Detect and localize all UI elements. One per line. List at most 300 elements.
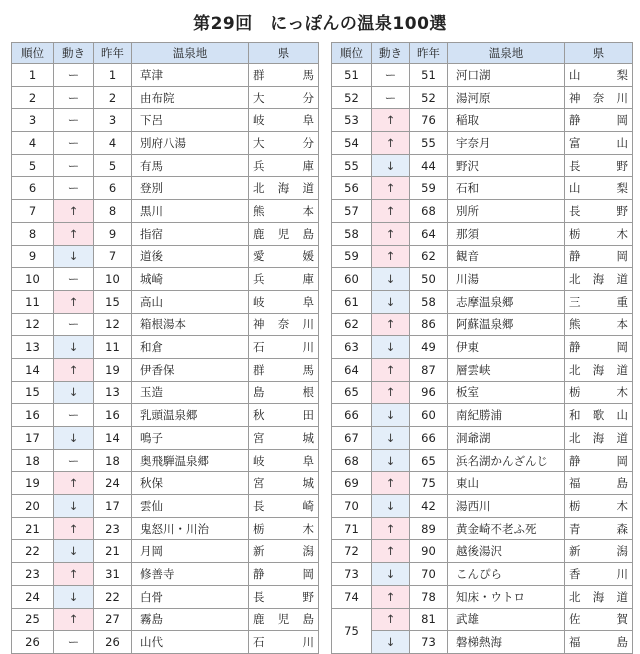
movement-cell: ↑ bbox=[372, 540, 410, 563]
table-row bbox=[332, 608, 633, 631]
last-year-rank-cell: 21 bbox=[94, 540, 132, 563]
prefecture-label: 山梨 bbox=[569, 67, 628, 82]
prefecture-label: 北海道 bbox=[569, 589, 628, 604]
table-row bbox=[332, 222, 633, 245]
prefecture-label: 新潟 bbox=[569, 544, 628, 559]
prefecture-cell bbox=[249, 540, 319, 563]
movement-cell: ↓ bbox=[372, 404, 410, 427]
onsen-name-cell: 修善寺 bbox=[132, 563, 249, 586]
prefecture-label: 鹿児島 bbox=[253, 226, 314, 241]
onsen-name-cell: 玉造 bbox=[132, 381, 249, 404]
rank-cell: 19 bbox=[12, 472, 54, 495]
rank-cell: 62 bbox=[332, 313, 372, 336]
prefecture-label: 兵庫 bbox=[253, 272, 314, 287]
onsen-name-cell: 志摩温泉郷 bbox=[448, 290, 565, 313]
movement-cell: ー bbox=[372, 64, 410, 87]
rank-cell: 68 bbox=[332, 449, 372, 472]
prefecture-label: 栃木 bbox=[569, 226, 628, 241]
table-row bbox=[12, 245, 319, 268]
movement-cell: ↑ bbox=[372, 381, 410, 404]
last-year-rank-cell: 96 bbox=[410, 381, 448, 404]
movement-cell: ↓ bbox=[372, 495, 410, 518]
last-year-rank-cell: 1 bbox=[94, 64, 132, 87]
prefecture-label: 青森 bbox=[569, 521, 628, 536]
prefecture-label: 北海道 bbox=[253, 181, 314, 196]
movement-cell: ↑ bbox=[372, 517, 410, 540]
last-year-rank-cell: 49 bbox=[410, 336, 448, 359]
prefecture-cell bbox=[565, 517, 633, 540]
onsen-name-cell: 鳴子 bbox=[132, 427, 249, 450]
movement-cell: ↓ bbox=[372, 449, 410, 472]
onsen-name-cell: 東山 bbox=[448, 472, 565, 495]
onsen-name-cell: 黄金崎不老ふ死 bbox=[448, 517, 565, 540]
onsen-name-cell: 武雄 bbox=[448, 608, 565, 631]
last-year-rank-cell: 75 bbox=[410, 472, 448, 495]
rank-cell: 21 bbox=[12, 517, 54, 540]
table-row bbox=[12, 540, 319, 563]
movement-cell: ー bbox=[54, 631, 94, 654]
prefecture-cell bbox=[249, 336, 319, 359]
prefecture-label: 長野 bbox=[253, 589, 314, 604]
prefecture-cell bbox=[249, 495, 319, 518]
movement-cell: ↓ bbox=[372, 336, 410, 359]
prefecture-cell bbox=[249, 585, 319, 608]
movement-cell: ー bbox=[54, 154, 94, 177]
table-row bbox=[12, 109, 319, 132]
last-year-rank-cell: 59 bbox=[410, 177, 448, 200]
prefecture-cell bbox=[565, 268, 633, 291]
onsen-name-cell: 磐梯熱海 bbox=[448, 631, 565, 654]
last-year-rank-cell: 65 bbox=[410, 449, 448, 472]
movement-cell: ↓ bbox=[54, 245, 94, 268]
prefecture-label: 大分 bbox=[253, 90, 314, 105]
onsen-name-cell: 洞爺湖 bbox=[448, 427, 565, 450]
rank-cell: 74 bbox=[332, 585, 372, 608]
onsen-name-cell: 鬼怒川・川治 bbox=[132, 517, 249, 540]
movement-cell: ↑ bbox=[372, 585, 410, 608]
prefecture-label: 香川 bbox=[569, 566, 628, 581]
onsen-name-cell: 河口湖 bbox=[448, 64, 565, 87]
table-row bbox=[12, 427, 319, 450]
rank-cell: 57 bbox=[332, 200, 372, 223]
rank-cell: 55 bbox=[332, 154, 372, 177]
movement-cell: ↑ bbox=[372, 313, 410, 336]
prefecture-cell bbox=[249, 268, 319, 291]
prefecture-cell bbox=[565, 109, 633, 132]
rank-cell: 61 bbox=[332, 290, 372, 313]
onsen-name-cell: 別所 bbox=[448, 200, 565, 223]
rank-cell: 18 bbox=[12, 449, 54, 472]
prefecture-label: 静岡 bbox=[253, 566, 314, 581]
prefecture-label: 群馬 bbox=[253, 67, 314, 82]
last-year-rank-cell: 12 bbox=[94, 313, 132, 336]
movement-cell: ↑ bbox=[372, 358, 410, 381]
prefecture-label: 栃木 bbox=[569, 385, 628, 400]
last-year-rank-cell: 52 bbox=[410, 86, 448, 109]
last-year-rank-cell: 42 bbox=[410, 495, 448, 518]
prefecture-label: 北海道 bbox=[569, 272, 628, 287]
prefecture-label: 新潟 bbox=[253, 544, 314, 559]
ranking-table-left bbox=[11, 42, 319, 654]
prefecture-label: 佐賀 bbox=[569, 612, 628, 627]
movement-cell: ↑ bbox=[372, 200, 410, 223]
onsen-name-cell: 湯河原 bbox=[448, 86, 565, 109]
table-row bbox=[332, 177, 633, 200]
table-row bbox=[12, 200, 319, 223]
table-row bbox=[12, 268, 319, 291]
prefecture-cell bbox=[565, 631, 633, 654]
prefecture-label: 大分 bbox=[253, 135, 314, 150]
rank-cell: 69 bbox=[332, 472, 372, 495]
table-row bbox=[12, 313, 319, 336]
movement-cell: ー bbox=[54, 86, 94, 109]
prefecture-cell bbox=[249, 132, 319, 155]
prefecture-label: 静岡 bbox=[569, 113, 628, 128]
prefecture-cell bbox=[249, 177, 319, 200]
last-year-rank-cell: 44 bbox=[410, 154, 448, 177]
prefecture-cell bbox=[565, 64, 633, 87]
movement-cell: ↑ bbox=[372, 132, 410, 155]
last-year-rank-cell: 4 bbox=[94, 132, 132, 155]
movement-cell: ↑ bbox=[372, 245, 410, 268]
movement-cell: ↑ bbox=[372, 177, 410, 200]
table-row bbox=[12, 64, 319, 87]
rank-cell: 3 bbox=[12, 109, 54, 132]
movement-cell: ↑ bbox=[54, 517, 94, 540]
table-row bbox=[12, 132, 319, 155]
rank-cell: 67 bbox=[332, 427, 372, 450]
prefecture-label: 秋田 bbox=[253, 408, 314, 423]
rank-cell: 26 bbox=[12, 631, 54, 654]
rank-cell: 54 bbox=[332, 132, 372, 155]
rank-cell: 20 bbox=[12, 495, 54, 518]
prefecture-label: 静岡 bbox=[569, 340, 628, 355]
movement-cell: ↓ bbox=[372, 290, 410, 313]
prefecture-cell bbox=[249, 222, 319, 245]
onsen-name-cell: 那須 bbox=[448, 222, 565, 245]
onsen-name-cell: 雲仙 bbox=[132, 495, 249, 518]
prefecture-cell bbox=[249, 517, 319, 540]
prefecture-cell bbox=[249, 608, 319, 631]
prefecture-cell bbox=[565, 608, 633, 631]
movement-cell: ー bbox=[54, 404, 94, 427]
table-row bbox=[332, 381, 633, 404]
table-row bbox=[12, 585, 319, 608]
prefecture-label: 愛媛 bbox=[253, 249, 314, 264]
prefecture-label: 長野 bbox=[569, 203, 628, 218]
movement-cell: ↓ bbox=[372, 563, 410, 586]
col-header-rank: 順位 bbox=[12, 43, 54, 64]
onsen-name-cell: 伊香保 bbox=[132, 358, 249, 381]
movement-cell: ↑ bbox=[372, 472, 410, 495]
table-row bbox=[12, 177, 319, 200]
rank-cell: 75 bbox=[332, 608, 372, 653]
prefecture-cell bbox=[565, 472, 633, 495]
prefecture-label: 静岡 bbox=[569, 453, 628, 468]
movement-cell: ー bbox=[54, 268, 94, 291]
movement-cell: ー bbox=[54, 132, 94, 155]
prefecture-cell bbox=[565, 585, 633, 608]
prefecture-label: 岐阜 bbox=[253, 453, 314, 468]
rank-cell: 8 bbox=[12, 222, 54, 245]
table-row bbox=[332, 290, 633, 313]
last-year-rank-cell: 60 bbox=[410, 404, 448, 427]
onsen-name-cell: 層雲峡 bbox=[448, 358, 565, 381]
prefecture-cell bbox=[565, 245, 633, 268]
prefecture-label: 群馬 bbox=[253, 362, 314, 377]
table-row bbox=[332, 404, 633, 427]
last-year-rank-cell: 7 bbox=[94, 245, 132, 268]
table-row bbox=[12, 631, 319, 654]
col-header-last-year: 昨年 bbox=[94, 43, 132, 64]
last-year-rank-cell: 6 bbox=[94, 177, 132, 200]
prefecture-label: 神奈川 bbox=[253, 317, 314, 332]
last-year-rank-cell: 70 bbox=[410, 563, 448, 586]
prefecture-label: 長野 bbox=[569, 158, 628, 173]
prefecture-cell bbox=[249, 358, 319, 381]
last-year-rank-cell: 8 bbox=[94, 200, 132, 223]
prefecture-cell bbox=[565, 381, 633, 404]
movement-cell: ↓ bbox=[54, 585, 94, 608]
last-year-rank-cell: 18 bbox=[94, 449, 132, 472]
last-year-rank-cell: 50 bbox=[410, 268, 448, 291]
last-year-rank-cell: 90 bbox=[410, 540, 448, 563]
rank-cell: 72 bbox=[332, 540, 372, 563]
rank-cell: 2 bbox=[12, 86, 54, 109]
movement-cell: ー bbox=[54, 177, 94, 200]
prefecture-cell bbox=[249, 427, 319, 450]
table-row bbox=[12, 608, 319, 631]
prefecture-cell bbox=[565, 449, 633, 472]
onsen-name-cell: 有馬 bbox=[132, 154, 249, 177]
movement-cell: ↑ bbox=[372, 608, 410, 631]
movement-cell: ー bbox=[54, 64, 94, 87]
last-year-rank-cell: 78 bbox=[410, 585, 448, 608]
col-header-movement: 動き bbox=[372, 43, 410, 64]
prefecture-cell bbox=[565, 154, 633, 177]
rank-cell: 52 bbox=[332, 86, 372, 109]
table-row bbox=[332, 427, 633, 450]
table-row bbox=[332, 86, 633, 109]
prefecture-cell bbox=[249, 86, 319, 109]
movement-cell: ↓ bbox=[372, 631, 410, 654]
prefecture-cell bbox=[249, 404, 319, 427]
last-year-rank-cell: 5 bbox=[94, 154, 132, 177]
table-row bbox=[332, 268, 633, 291]
last-year-rank-cell: 23 bbox=[94, 517, 132, 540]
rank-cell: 58 bbox=[332, 222, 372, 245]
onsen-name-cell: 山代 bbox=[132, 631, 249, 654]
table-row bbox=[12, 517, 319, 540]
onsen-name-cell: 稲取 bbox=[448, 109, 565, 132]
col-header-rank: 順位 bbox=[332, 43, 372, 64]
col-header-prefecture: 県 bbox=[565, 43, 633, 64]
table-row bbox=[332, 495, 633, 518]
onsen-name-cell: 草津 bbox=[132, 64, 249, 87]
prefecture-label: 熊本 bbox=[569, 317, 628, 332]
last-year-rank-cell: 89 bbox=[410, 517, 448, 540]
prefecture-cell bbox=[565, 313, 633, 336]
prefecture-label: 熊本 bbox=[253, 203, 314, 218]
prefecture-label: 三重 bbox=[569, 294, 628, 309]
last-year-rank-cell: 68 bbox=[410, 200, 448, 223]
rank-cell: 1 bbox=[12, 64, 54, 87]
rank-cell: 22 bbox=[12, 540, 54, 563]
rank-cell: 9 bbox=[12, 245, 54, 268]
prefecture-cell bbox=[249, 200, 319, 223]
onsen-name-cell: 観音 bbox=[448, 245, 565, 268]
movement-cell: ー bbox=[54, 313, 94, 336]
prefecture-cell bbox=[565, 404, 633, 427]
rank-cell: 16 bbox=[12, 404, 54, 427]
last-year-rank-cell: 55 bbox=[410, 132, 448, 155]
rank-cell: 5 bbox=[12, 154, 54, 177]
rank-cell: 73 bbox=[332, 563, 372, 586]
last-year-rank-cell: 73 bbox=[410, 631, 448, 654]
prefecture-cell bbox=[565, 200, 633, 223]
table-row bbox=[332, 358, 633, 381]
prefecture-label: 北海道 bbox=[569, 430, 628, 445]
movement-cell: ↑ bbox=[54, 472, 94, 495]
last-year-rank-cell: 3 bbox=[94, 109, 132, 132]
onsen-name-cell: 浜名湖かんざんじ bbox=[448, 449, 565, 472]
prefecture-cell bbox=[565, 427, 633, 450]
onsen-name-cell: 野沢 bbox=[448, 154, 565, 177]
onsen-name-cell: 伊東 bbox=[448, 336, 565, 359]
movement-cell: ー bbox=[54, 109, 94, 132]
last-year-rank-cell: 2 bbox=[94, 86, 132, 109]
last-year-rank-cell: 19 bbox=[94, 358, 132, 381]
movement-cell: ↑ bbox=[54, 608, 94, 631]
table-row bbox=[12, 495, 319, 518]
last-year-rank-cell: 81 bbox=[410, 608, 448, 631]
last-year-rank-cell: 17 bbox=[94, 495, 132, 518]
last-year-rank-cell: 66 bbox=[410, 427, 448, 450]
prefecture-label: 和歌山 bbox=[569, 408, 628, 423]
rank-cell: 71 bbox=[332, 517, 372, 540]
col-header-onsen: 温泉地 bbox=[132, 43, 249, 64]
last-year-rank-cell: 58 bbox=[410, 290, 448, 313]
last-year-rank-cell: 13 bbox=[94, 381, 132, 404]
prefecture-cell bbox=[565, 495, 633, 518]
table-row bbox=[12, 472, 319, 495]
table-row bbox=[332, 472, 633, 495]
onsen-name-cell: 黒川 bbox=[132, 200, 249, 223]
prefecture-label: 富山 bbox=[569, 135, 628, 150]
rank-cell: 7 bbox=[12, 200, 54, 223]
movement-cell: ー bbox=[372, 86, 410, 109]
movement-cell: ↑ bbox=[54, 563, 94, 586]
movement-cell: ↑ bbox=[54, 200, 94, 223]
prefecture-label: 宮城 bbox=[253, 476, 314, 491]
prefecture-label: 栃木 bbox=[569, 498, 628, 513]
onsen-name-cell: 霧島 bbox=[132, 608, 249, 631]
prefecture-cell bbox=[565, 177, 633, 200]
last-year-rank-cell: 11 bbox=[94, 336, 132, 359]
onsen-name-cell: 秋保 bbox=[132, 472, 249, 495]
prefecture-cell bbox=[249, 313, 319, 336]
prefecture-cell bbox=[249, 109, 319, 132]
onsen-name-cell: 由布院 bbox=[132, 86, 249, 109]
page-title: 第29回 にっぽんの温泉100選 bbox=[193, 14, 447, 34]
onsen-name-cell: 奥飛騨温泉郷 bbox=[132, 449, 249, 472]
table-row bbox=[332, 517, 633, 540]
table-row bbox=[12, 222, 319, 245]
col-header-prefecture: 県 bbox=[249, 43, 319, 64]
rank-cell: 24 bbox=[12, 585, 54, 608]
rank-cell: 15 bbox=[12, 381, 54, 404]
prefecture-label: 石川 bbox=[253, 635, 314, 650]
rank-cell: 60 bbox=[332, 268, 372, 291]
prefecture-cell bbox=[565, 540, 633, 563]
prefecture-cell bbox=[565, 336, 633, 359]
prefecture-label: 北海道 bbox=[569, 362, 628, 377]
ranking-table-right bbox=[331, 42, 633, 654]
col-header-movement: 動き bbox=[54, 43, 94, 64]
onsen-name-cell: 城崎 bbox=[132, 268, 249, 291]
last-year-rank-cell: 64 bbox=[410, 222, 448, 245]
onsen-name-cell: 下呂 bbox=[132, 109, 249, 132]
table-row bbox=[12, 154, 319, 177]
table-row bbox=[332, 132, 633, 155]
onsen-name-cell: 湯西川 bbox=[448, 495, 565, 518]
table-row bbox=[332, 109, 633, 132]
last-year-rank-cell: 62 bbox=[410, 245, 448, 268]
rank-cell: 25 bbox=[12, 608, 54, 631]
table-row bbox=[12, 86, 319, 109]
onsen-name-cell: 板室 bbox=[448, 381, 565, 404]
movement-cell: ↓ bbox=[54, 495, 94, 518]
onsen-name-cell: 登別 bbox=[132, 177, 249, 200]
prefecture-cell bbox=[249, 290, 319, 313]
table-header-row bbox=[12, 43, 319, 64]
prefecture-label: 岐阜 bbox=[253, 113, 314, 128]
rank-cell: 17 bbox=[12, 427, 54, 450]
movement-cell: ↑ bbox=[54, 222, 94, 245]
prefecture-label: 岐阜 bbox=[253, 294, 314, 309]
prefecture-cell bbox=[249, 154, 319, 177]
movement-cell: ↑ bbox=[372, 109, 410, 132]
table-row bbox=[332, 313, 633, 336]
onsen-name-cell: 別府八湯 bbox=[132, 132, 249, 155]
table-row bbox=[12, 358, 319, 381]
movement-cell: ↓ bbox=[54, 336, 94, 359]
prefecture-cell bbox=[249, 449, 319, 472]
rank-cell: 56 bbox=[332, 177, 372, 200]
onsen-name-cell: 和倉 bbox=[132, 336, 249, 359]
prefecture-cell bbox=[565, 222, 633, 245]
table-row bbox=[12, 290, 319, 313]
prefecture-label: 静岡 bbox=[569, 249, 628, 264]
movement-cell: ↓ bbox=[372, 427, 410, 450]
rank-cell: 66 bbox=[332, 404, 372, 427]
onsen-name-cell: 箱根湯本 bbox=[132, 313, 249, 336]
onsen-name-cell: 知床・ウトロ bbox=[448, 585, 565, 608]
onsen-name-cell: こんぴら bbox=[448, 563, 565, 586]
last-year-rank-cell: 76 bbox=[410, 109, 448, 132]
rank-cell: 51 bbox=[332, 64, 372, 87]
table-row bbox=[332, 540, 633, 563]
table-row bbox=[332, 585, 633, 608]
prefecture-label: 鹿児島 bbox=[253, 612, 314, 627]
last-year-rank-cell: 14 bbox=[94, 427, 132, 450]
last-year-rank-cell: 9 bbox=[94, 222, 132, 245]
rank-cell: 6 bbox=[12, 177, 54, 200]
rank-cell: 59 bbox=[332, 245, 372, 268]
last-year-rank-cell: 22 bbox=[94, 585, 132, 608]
onsen-name-cell: 月岡 bbox=[132, 540, 249, 563]
table-row bbox=[12, 336, 319, 359]
